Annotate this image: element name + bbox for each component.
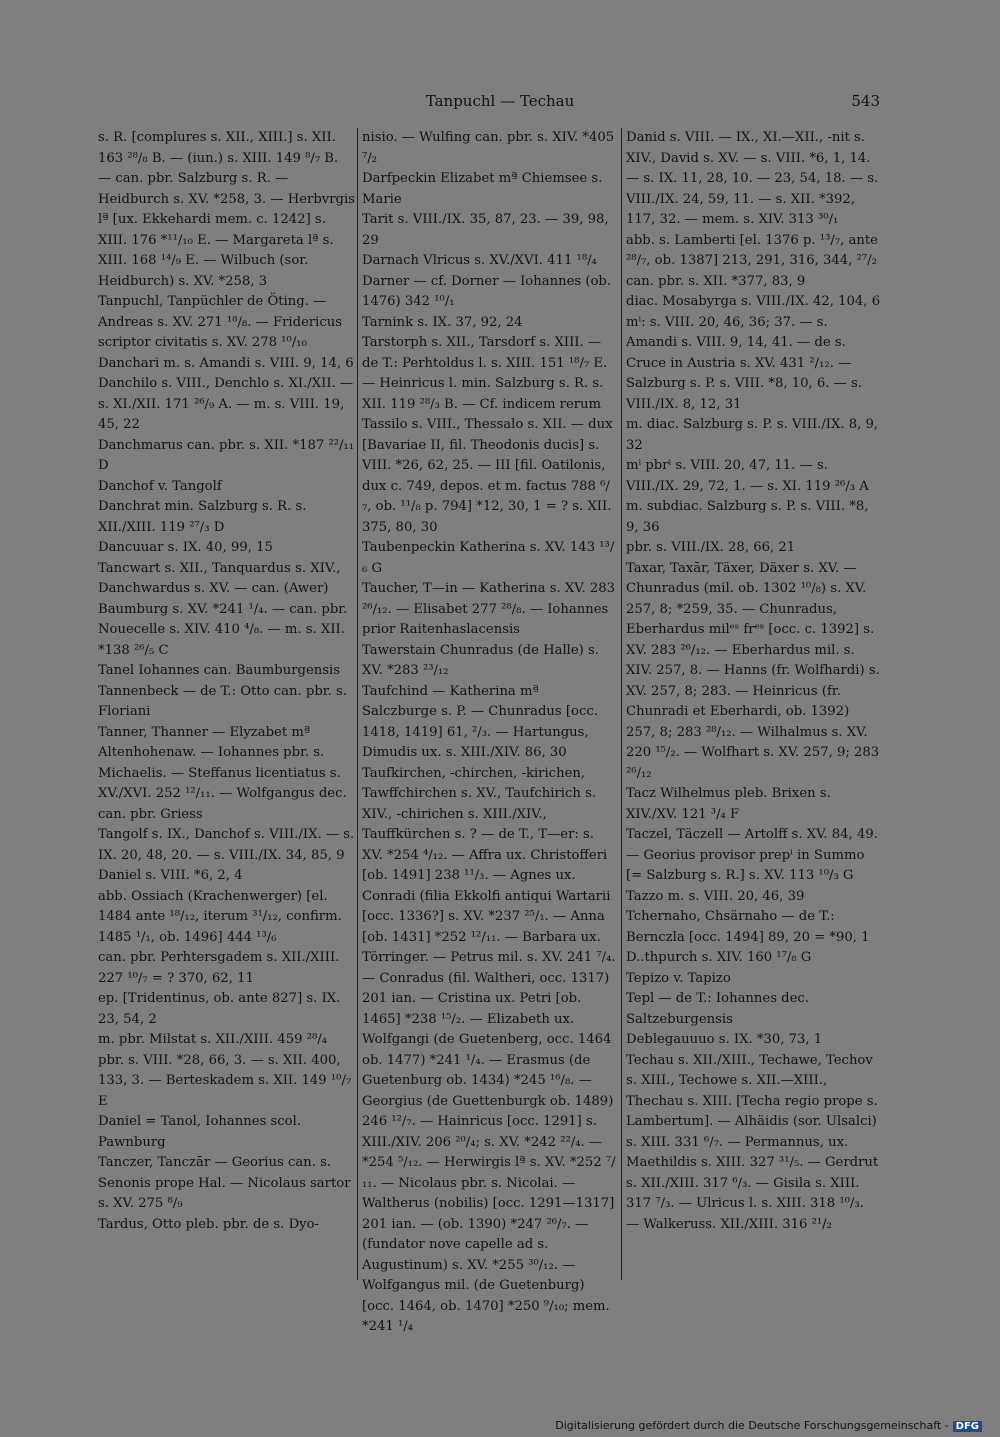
- index-entry: Tacz Wilhelmus pleb. Brixen s. XIV./XV. 121 ³/₄ F: [626, 786, 831, 822]
- index-entry: Tarstorph s. XII., Tarsdorf s. XIII. — de T.: Perhtoldus l. s. XIII. 151 ¹⁸/₇ E. — Heinricus l. min. Salzburg s. R. s. XII. 119 ²⁸/₃ B. — Cf. indicem rerum: [362, 335, 608, 412]
- index-entry: Tepizo v. Tapizo: [626, 970, 731, 986]
- index-entry: Tancwart s. XII., Tanquardus s. XIV., Danchwardus s. XV. — can. (Awer) Baumburg s. XV. *241 ¹/₄. — can. pbr. Nouecelle s. XIV. 410 ⁴/₈. — m. s. XII. *138 ²⁶/₅ C: [98, 560, 348, 658]
- footer-credit: [555, 1419, 982, 1432]
- page-number: 543: [851, 92, 880, 110]
- index-entry: Darnach Vlricus s. XV./XVI. 411 ¹⁸/₄: [362, 253, 597, 268]
- index-entry: Tangolf s. IX., Danchof s. VIII./IX. — s. IX. 20, 48, 20. — s. VIII./IX. 34, 85, 9: [98, 827, 355, 863]
- index-entry: Taucher, T—in — Katherina s. XV. 283 ²⁶/₁₂. — Elisabet 277 ²⁸/₈. — Iohannes prior Raitenhaslacensis: [362, 581, 616, 637]
- index-entry: Tarit s. VIII./IX. 35, 87, 23. — 39, 98, 29: [362, 212, 609, 248]
- index-entry: s. R. [complures s. XII., XIII.] s. XII. 163 ²⁸/₈ B. — (iun.) s. XIII. 149 ⁸/₇ B. — can. pbr. Salzburg s. R. — Heidburch s. XV. *258, 3. — Herbvrgis lª [ux. Ekkehardi mem. c. 1242] s. XIII. 176 *¹¹/₁₀ E. — Margareta lª s. XIII. 168 ¹⁴/₉ E. — Wilbuch (sor. Heidburch) s. XV. *258, 3: [98, 130, 355, 289]
- footer-text: Digitalisierung gefördert durch die Deutsche Forschungsgemeinschaft -: [555, 1419, 949, 1432]
- index-entry: Tassilo s. VIII., Thessalo s. XII. — dux [Bavariae II, fil. Theodonis ducis] s. VIII. *26, 62, 25. — III [fil. Oatilonis, dux c. 749, depos. et m. factus 788 ⁶/₇, ob. ¹¹/₈ p. 794] *12, 30, 1 = ? s. XII. 375, 80, 30: [362, 417, 613, 535]
- index-entry: Tanpuchl, Tanpüchler de Öting. — Andreas s. XV. 271 ¹⁸/₈. — Fridericus scriptor civitatis s. XV. 278 ¹⁰/₁₀: [98, 294, 343, 350]
- running-header-title: Tanpuchl — Techau: [425, 92, 575, 110]
- column-divider: [357, 128, 358, 1280]
- index-entry: Daniel = Tanol, Iohannes scol. Pawnburg: [98, 1114, 302, 1150]
- index-entry: Tardus, Otto pleb. pbr. de s. Dyo-: [98, 1216, 319, 1232]
- index-entry: Danchof v. Tangolf: [98, 478, 222, 494]
- index-entry: can. pbr. Perhtersgadem s. XII./XIII. 227 ¹⁰/₇ = ? 370, 62, 11: [98, 950, 340, 986]
- index-column-2: [362, 128, 617, 1338]
- index-entry: Danchari m. s. Amandi s. VIII. 9, 14, 6: [98, 355, 354, 371]
- index-entry: Tawerstain Chunradus (de Halle) s. XV. *283 ²³/₁₂: [362, 642, 599, 678]
- index-entry: Darner — cf. Dorner — Iohannes (ob. 1476) 342 ¹⁰/₁: [362, 273, 612, 309]
- index-entry: D..thpurch s. XIV. 160 ¹⁷/₈ G: [626, 950, 812, 965]
- index-column-1: [98, 128, 355, 1235]
- index-entry: Danid s. VIII. — IX., XI.—XII., -nit s. XIV., David s. XV. — s. VIII. *6, 1, 14. — s. IX. 11, 28, 10. — 23, 54, 18. — s. VIII./IX. 24, 59, 11. — s. XII. *392, 117, 32. — mem. s. XIV. 313 ³⁰/₁: [626, 130, 879, 227]
- index-entry: Tarnink s. IX. 37, 92, 24: [362, 314, 523, 330]
- index-entry: diac. Mosabyrga s. VIII./IX. 42, 104, 6: [626, 294, 881, 309]
- dfg-logo: DFG: [953, 1421, 982, 1432]
- index-entry: can. pbr. s. XII. *377, 83, 9: [626, 273, 806, 289]
- index-entry: Tanel Iohannes can. Baumburgensis: [98, 663, 341, 678]
- index-entry: Tchernaho, Chsärnaho — de T.: Bernczla [occ. 1494] 89, 20 = *90, 1: [626, 909, 870, 945]
- index-entry: Deblegauuuo s. IX. *30, 73, 1: [626, 1032, 823, 1047]
- index-entry: Techau s. XII./XIII., Techawe, Techov s. XIII., Techowe s. XII.—XIII., Thechau s. XIII. [Techa regio prope s. Lambertum]. — Alhäidis (sor. Ulsalci) s. XIII. 331 ⁶/₇. — Permannus, ux. Maethildis s. XIII. 327 ³¹/₅. — Gerdrut s. XII./XIII. 317 ⁶/₃. — Gisila s. XIII. 317 ⁷/₃. — Ulricus l. s. XIII. 318 ¹⁰/₃. — Walkeruss. XII./XIII. 316 ²¹/₂: [626, 1052, 879, 1232]
- index-entry: Tanczer, Tanczār — Georius can. s. Senonis prope Hal. — Nicolaus sartor s. XV. 275 ⁸/₉: [98, 1155, 351, 1211]
- index-entry: m. diac. Salzburg s. P. s. VIII./IX. 8, 9, 32: [626, 417, 879, 453]
- index-entry: Darfpeckin Elizabet mª Chiemsee s. Marie: [362, 171, 603, 207]
- index-entry: m. subdiac. Salzburg s. P. s. VIII. *8, 9, 36: [626, 499, 869, 535]
- index-entry: mⁱ: s. VIII. 20, 46, 36; 37. — s. Amandi s. VIII. 9, 14, 41. — de s. Cruce in Austria s. XV. 431 ²/₁₂. — Salzburg s. P. s. VIII. *8, 10, 6. — s. VIII./IX. 8, 12, 31: [626, 314, 863, 412]
- index-entry: Tazzo m. s. VIII. 20, 46, 39: [626, 888, 805, 904]
- column-divider: [621, 128, 622, 1280]
- index-entry: Taubenpeckin Katherina s. XV. 143 ¹³/₆ G: [362, 540, 615, 576]
- index-entry: abb. Ossiach (Krachenwerger) [el. 1484 ante ¹⁸/₁₂, iterum ³¹/₁₂, confirm. 1485 ¹/₁, ob. 1496] 444 ¹³/₆: [98, 888, 342, 945]
- index-entry: Taufkirchen, -chirchen, -kirichen, Tawffchirchen s. XV., Taufchirich s. XIV., -chirichen s. XIII./XIV., Tauffkürchen s. ? — de T., T—er: s. XV. *254 ⁴/₁₂. — Affra ux. Christofferi [ob. 1491] 238 ¹¹/₃. — Agnes ux. Conradi (filia Ekkolfi antiqui Wartarii [occ. 1336?] s. XV. *237 ²⁵/₁. — Anna [ob. 1431] *252 ¹²/₁₁. — Barbara ux. Törringer. — Petrus mil. s. XV. 241 ⁷/₄. — Conradus (fil. Waltheri, occ. 1317) 201 ian. — Cristina ux. Petri [ob. 1465] *238 ¹⁵/₂. — Elizabeth ux. Wolfgangi (de Guetenberg, occ. 1464 ob. 1477) *241 ¹/₄. — Erasmus (de Guetenburg ob. 1434) *245 ¹⁶/₈. — Georgius (de Guettenburgk ob. 1489) 246 ¹²/₇. — Hainricus [occ. 1291] s. XIII./XIV. 206 ²⁰/₄; s. XV. *242 ²²/₄. — *254 ⁵/₁₂. — Herwirgis lª s. XV. *252 ⁷/₁₁. — Nicolaus pbr. s. Nicolai. — Waltherus (nobilis) [occ. 1291—1317] 201 ian. — (ob. 1390) *247 ²⁶/₇. — (fundator nove capelle ad s. Augustinum) s. XV. *255 ³⁰/₁₂. — Wolfgangus mil. (de Guetenburg) [occ. 1464, ob. 1470] *250 ⁹/₁₀; mem. *241 ¹/₄: [362, 765, 616, 1334]
- index-entry: abb. s. Lamberti [el. 1376 p. ¹³/₇, ante ²⁸/₇, ob. 1387] 213, 291, 316, 344, ²⁷/₂: [626, 232, 878, 268]
- index-entry: Daniel s. VIII. *6, 2, 4: [98, 868, 243, 883]
- index-entry: Danchrat min. Salzburg s. R. s. XII./XIII. 119 ²⁷/₃ D: [98, 499, 307, 535]
- index-entry: ep. [Tridentinus, ob. ante 827] s. IX. 23, 54, 2: [98, 991, 341, 1027]
- index-entry: m. pbr. Milstat s. XII./XIII. 459 ²⁸/₄: [98, 1032, 328, 1047]
- index-entry: Taczel, Täczell — Artolff s. XV. 84, 49. — Georius provisor prepⁱ in Summo [= Salzburg s. R.] s. XV. 113 ¹⁰/₃ G: [626, 827, 878, 883]
- index-entry: pbr. s. VIII. *28, 66, 3. — s. XII. 400, 133, 3. — Berteskadem s. XII. 149 ¹⁰/₇ E: [98, 1052, 352, 1109]
- index-entry: nisio. — Wulfing can. pbr. s. XIV. *405 ⁷/₂: [362, 130, 615, 166]
- index-entry: Taufchind — Katherina mª Salczburge s. P. — Chunradus [occ. 1418, 1419] 61, ²/₃. — Hartungus, Dimudis ux. s. XIII./XIV. 86, 30: [362, 683, 598, 760]
- index-entry: mⁱ pbrⁱ s. VIII. 20, 47, 11. — s. VIII./IX. 29, 72, 1. — s. XI. 119 ²⁶/₃ A: [626, 458, 869, 494]
- index-column-3: [626, 128, 881, 1235]
- index-entry: Tepl — de T.: Iohannes dec. Saltzeburgensis: [626, 991, 810, 1027]
- index-entry: Danchilo s. VIII., Denchlo s. XI./XII. — s. XI./XII. 171 ²⁶/₉ A. — m. s. VIII. 19, 45, 22: [98, 376, 354, 432]
- index-entry: Taxar, Taxār, Täxer, Däxer s. XV. — Chunradus (mil. ob. 1302 ¹⁰/₈) s. XV. 257, 8; *259, 35. — Chunradus, Eberhardus milᵉˢ frᵉˢ [occ. c. 1392] s. XV. 283 ²⁶/₁₂. — Eberhardus mil. s. XIV. 257, 8. — Hanns (fr. Wolfhardi) s. XV. 257, 8; 283. — Heinricus (fr. Chunradi et Eberhardi, ob. 1392) 257, 8; 283 ²⁸/₁₂. — Wilhalmus s. XV. 220 ¹⁵/₂. — Wolfhart s. XV. 257, 9; 283 ²⁶/₁₂: [626, 560, 880, 781]
- index-entry: Tanner, Thanner — Elyzabet mª Altenhohenaw. — Iohannes pbr. s. Michaelis. — Steffanus licentiatus s. XV./XVI. 252 ¹²/₁₁. — Wolfgangus dec. can. pbr. Griess: [98, 724, 347, 822]
- index-entry: Dancuuar s. IX. 40, 99, 15: [98, 540, 273, 555]
- index-entry: pbr. s. VIII./IX. 28, 66, 21: [626, 540, 796, 555]
- index-entry: Tannenbeck — de T.: Otto can. pbr. s. Floriani: [98, 683, 347, 719]
- index-entry: Danchmarus can. pbr. s. XII. *187 ²²/₁₁ D: [98, 437, 355, 473]
